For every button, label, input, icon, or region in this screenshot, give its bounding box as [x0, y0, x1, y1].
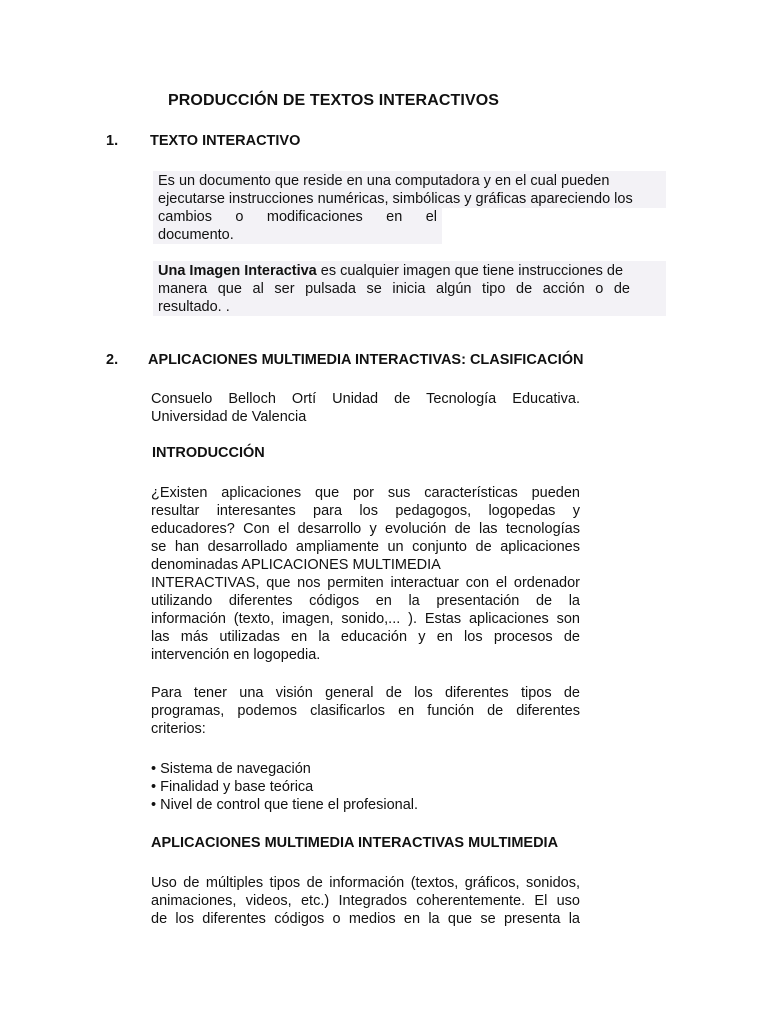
image-definition-line [158, 262, 623, 280]
definition-line: documento. [158, 227, 234, 243]
intro-line: INTERACTIVAS, que nos permiten interactuar con el ordenador [151, 575, 580, 591]
bullet-item: • Finalidad y base teórica [151, 779, 314, 795]
intro-heading: INTRODUCCIÓN [152, 445, 265, 461]
multimedia-line: Uso de múltiples tipos de información (textos, gráficos, sonidos, [151, 875, 580, 891]
section-2-title: APLICACIONES MULTIMEDIA INTERACTIVAS: CLASIFICACIÓN [148, 352, 584, 368]
image-definition-rest: es cualquier imagen que tiene instrucciones de [316, 263, 624, 279]
author-line: Consuelo Belloch Ortí Unidad de Tecnología Educativa. [151, 391, 580, 407]
section-2-number: 2. [106, 352, 119, 368]
intro-line: intervención en logopedia. [151, 647, 321, 663]
criteria-line: Para tener una visión general de los diferentes tipos de [151, 685, 580, 701]
image-definition-line: resultado. . [158, 299, 230, 315]
image-definition-term: Una Imagen Interactiva [158, 263, 317, 279]
author-line: Universidad de Valencia [151, 409, 307, 425]
criteria-line: criterios: [151, 721, 206, 737]
section-1-title: TEXTO INTERACTIVO [150, 133, 301, 149]
shade-band [153, 297, 666, 316]
multimedia-line: de los diferentes códigos o medios en la que se presenta la [151, 911, 580, 927]
intro-line: se han desarrollado ampliamente un conjunto de aplicaciones [151, 539, 580, 555]
definition-line: Es un documento que reside en una computadora y en el cual pueden [158, 173, 610, 189]
multimedia-line: animaciones, videos, etc.) Integrados coherentemente. El uso [151, 893, 580, 909]
definition-line: cambios o modificaciones en el [158, 209, 437, 225]
intro-line: denominadas APLICACIONES MULTIMEDIA [151, 557, 441, 573]
section-1-number: 1. [106, 133, 119, 149]
intro-line: información (texto, imagen, sonido,... ). Estas aplicaciones son [151, 611, 580, 627]
image-definition-line: manera que al ser pulsada se inicia algún tipo de acción o de [158, 281, 630, 297]
multimedia-heading: APLICACIONES MULTIMEDIA INTERACTIVAS MULTIMEDIA [151, 835, 559, 851]
intro-line: resultar interesantes para los pedagogos, logopedas y [151, 503, 580, 519]
definition-line: ejecutarse instrucciones numéricas, simbólicas y gráficas apareciendo los [158, 191, 633, 207]
intro-line: educadores? Con el desarrollo y evolución de las tecnologías [151, 521, 580, 537]
intro-line: las más utilizadas en la educación y en los procesos de [151, 629, 580, 645]
document-title: PRODUCCIÓN DE TEXTOS INTERACTIVOS [168, 92, 500, 109]
bullet-item: • Sistema de navegación [151, 761, 311, 777]
bullet-item: • Nivel de control que tiene el profesional. [151, 797, 419, 813]
criteria-line: programas, podemos clasificarlos en función de diferentes [151, 703, 580, 719]
intro-line: utilizando diferentes códigos en la presentación de la [151, 593, 580, 609]
intro-line: ¿Existen aplicaciones que por sus características pueden [151, 485, 580, 501]
